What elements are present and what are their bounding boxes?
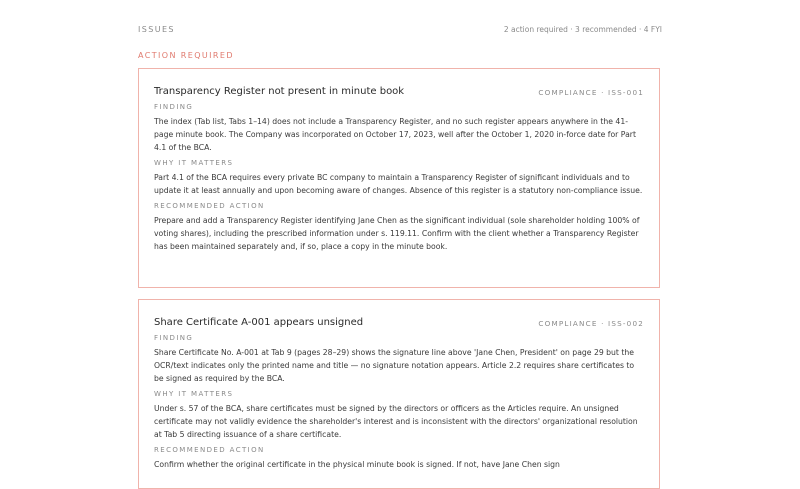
why-it-matters-label: WHY IT MATTERS (154, 159, 234, 167)
section-label-action-required: ACTION REQUIRED (138, 51, 234, 60)
issue-tag: COMPLIANCE · ISS-002 (538, 319, 644, 328)
why-it-matters-text: Part 4.1 of the BCA requires every private BC company to maintain a Transparency Register of significant individuals and to update it at least annually and upon becoming aware of changes. Absence of this register is a statutory non-compliance issue. (154, 173, 643, 195)
recommended-action-text: Confirm whether the original certificate in the physical minute book is signed. If not, have Jane Chen sign (154, 460, 560, 469)
issue-card-header (154, 300, 644, 334)
finding-label: FINDING (154, 103, 194, 111)
issue-card (138, 68, 660, 288)
issue-title: Transparency Register not present in minute book (154, 86, 405, 97)
issue-card-header (154, 69, 644, 103)
finding-text: Share Certificate No. A-001 at Tab 9 (pages 28–29) shows the signature line above 'Jane Chen, President' on page 29 but the OCR/text indicates only the printed name and title — no signature notation appears. Article 2.2 requires share certificates to be signed as required by the BCA. (154, 348, 635, 383)
finding-text: The index (Tab list, Tabs 1–14) does not include a Transparency Register, and no such register appears anywhere in the 41-page minute book. The Company was incorporated on October 17, 2023, well after the October 1, 2020 in-force date for Part 4.1 of the BCA. (154, 117, 636, 152)
issue-tag: COMPLIANCE · ISS-001 (538, 88, 644, 97)
issue-title: Share Certificate A-001 appears unsigned (154, 317, 364, 328)
issues-summary: 2 action required · 3 recommended · 4 FYI (503, 25, 662, 34)
recommended-action-text: Prepare and add a Transparency Register identifying Jane Chen as the significant individual (sole shareholder holding 100% of voting shares), including the prescribed information under s. 119.11. Confirm with the client whether a Transparency Register has been maintained separately and, if so, place a copy in the minute book. (154, 216, 640, 251)
issues-title: ISSUES (138, 25, 175, 34)
issue-card (138, 299, 660, 489)
issues-header (138, 25, 662, 37)
why-it-matters-text: Under s. 57 of the BCA, share certificates must be signed by the directors or officers as the Articles require. An unsigned certificate may not validly evidence the shareholder's interest and is inconsistent with the directors' organizational resolution at Tab 5 directing issuance of a share certificate. (154, 404, 638, 439)
recommended-action-label: RECOMMENDED ACTION (154, 202, 265, 210)
why-it-matters-label: WHY IT MATTERS (154, 390, 234, 398)
finding-label: FINDING (154, 334, 194, 342)
recommended-action-label: RECOMMENDED ACTION (154, 446, 265, 454)
